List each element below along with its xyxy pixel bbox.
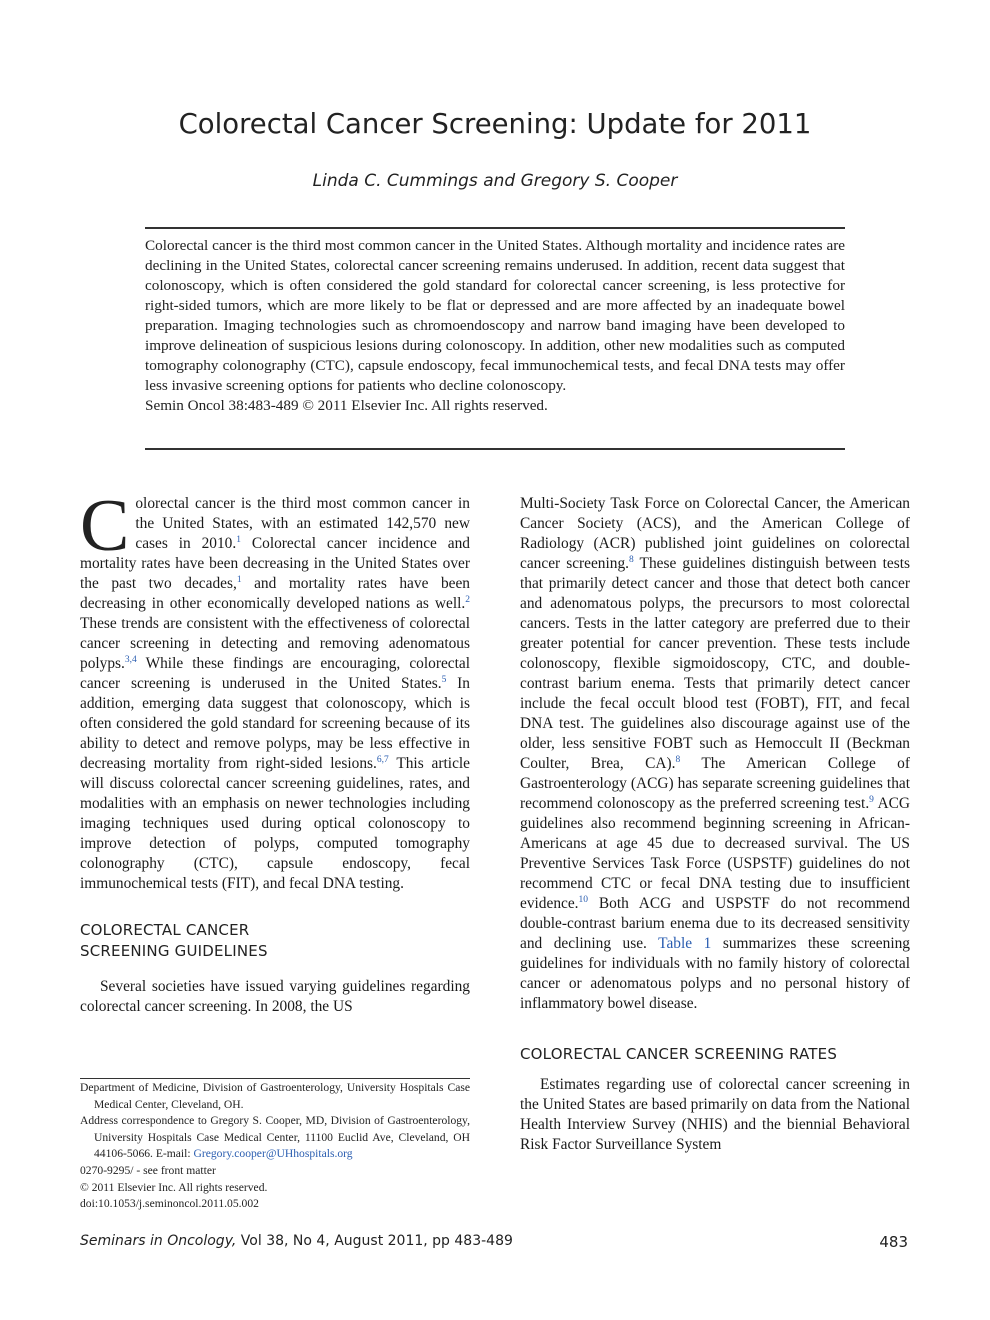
- article-title: Colorectal Cancer Screening: Update for 2011: [178, 108, 812, 140]
- footnotes: [80, 1080, 470, 1213]
- abstract-text: Colorectal cancer is the third most common cancer in the United States. Although mortality and incidence rates are declining in the United States, colorectal cancer screening remains underused. In addition, recent data suggest that colonoscopy, which is often considered the gold standard for colorectal cancer screening, is less protective for right-sided tumors, which are more likely to be flat or depressed and are more affected by an inadequate bowel preparation. Imaging technologies such as chromoendoscopy and narrow band imaging have been developed to improve delineation of suspicious lesions during colonoscopy. In addition, other new modalities such as computed tomography colonography (CTC), capsule endoscopy, fecal immunochemical tests, and fecal DNA tests may offer less invasive screening options for patients who decline colonoscopy.: [145, 237, 845, 394]
- left-column: [80, 485, 471, 1017]
- correspondence-note: Address correspondence to Gregory S. Cooper, MD, Division of Gastroenterology, University Hospitals Case Medical Center, 11100 Euclid Ave, Cleveland, OH 44106-5066. E-mail: Gregory.cooper@UHhospitals.org: [80, 1114, 470, 1161]
- drop-cap: C: [80, 485, 130, 567]
- citation-ref[interactable]: 2: [465, 595, 470, 605]
- doi-note: doi:10.1053/j.seminoncol.2011.05.002: [80, 1197, 259, 1211]
- citation-ref[interactable]: 8: [675, 755, 681, 765]
- guidelines-paragraph: Several societies have issued varying guidelines regarding colorectal cancer screening. In 2008, the US: [80, 978, 470, 1015]
- issn-note: 0270-9295/ - see front matter: [80, 1163, 216, 1177]
- guidelines-continued-paragraph: Multi-Society Task Force on Colorectal Cancer, the American Cancer Society (ACS), and the American College of Radiology (ACR) published joint guidelines on colorectal cancer screening.$^8$ These guidelines distinguish between tests that primarily detect cancer and those that detect both cancer and adenomatous polyps, the precursors to most colorectal cancers. Tests in the latter category are preferred due to their greater potential for cancer prevention. These tests include colonoscopy, flexible sigmoidoscopy, CTC, and double-contrast barium enema. Tests that primarily detect cancer include the fecal occult blood test (FOBT), FIT, and fecal DNA test. The guidelines also discourage against use of the older, less sensitive FOBT such as Hemoccult II (Beckman Coulter, Brea, CA).$^8$ The American College of Gastroenterology (ACG) has separate screening guidelines that recommend colonoscopy as the preferred screening test.$^9$ ACG guidelines also recommend beginning screening in African-Americans at age 45 due to decreased survival. The US Preventive Services Task Force (USPSTF) guidelines do not recommend CTC or fecal DNA testing due to insufficient evidence.$^{10}$ Both ACG and USPSTF do not recommend double-contrast barium enema due to its decreased sensitivity and declining use. Table 1 summarizes these screening guidelines for individuals with no family history of colorectal cancer or adenomatous polyps and no personal history of inflammatory bowel disease.: [520, 495, 911, 1012]
- affiliation-note: Department of Medicine, Division of Gastroenterology, University Hospitals Case Medical Center, Cleveland, OH.: [80, 1081, 470, 1111]
- intro-paragraph: Colorectal cancer is the third most common cancer in the United States, with an estimated 142,570 new cases in 2010.$^1$ Colorectal cancer incidence and mortality rates have been decreasing in the United States over the past two decades,$^1$ and mortality rates have been decreasing in other economically developed nations as well.$^2$ These trends are consistent with the effectiveness of colorectal cancer screening in detecting and removing adenomatous polyps.$^{3,4}$ While these findings are encouraging, colorectal cancer screening is underused in the United States.$^5$ In addition, emerging data suggest that colonoscopy, which is often considered the gold standard for screening because of its ability to detect and remove polyps, may be less effective in decreasing mortality from right-sided lesions.$^{6,7}$ This article will discuss colorectal cancer screening guidelines, rates, and modalities with an emphasis on newer technologies including imaging techniques used during optical colonoscopy to improve detection of polyps, computed tomography colonography (CTC), capsule endoscopy, fecal immunochemical tests (FIT), and fecal DNA testing.: [80, 485, 471, 892]
- page-number: 483: [879, 1233, 908, 1251]
- rates-paragraph: Estimates regarding use of colorectal cancer screening in the United States are based primarily on data from the National Health Interview Survey (NHIS) and the biennial Behavioral Risk Factor Surveillance System: [520, 1076, 910, 1153]
- abstract-citation: Semin Oncol 38:483-489 © 2011 Elsevier Inc. All rights reserved.: [145, 397, 548, 414]
- abstract: [145, 236, 845, 416]
- footnote-rule: [80, 1078, 470, 1079]
- email-link[interactable]: Gregory.cooper@UHhospitals.org: [193, 1147, 353, 1161]
- journal-issue: Vol 38, No 4, August 2011, pp 483-489: [236, 1233, 513, 1249]
- citation-ref[interactable]: 9: [869, 795, 874, 805]
- citation-ref[interactable]: 5: [441, 675, 447, 685]
- citation-ref[interactable]: 8: [629, 555, 634, 565]
- table-1-link[interactable]: Table 1: [658, 935, 712, 952]
- journal-footer: [80, 1233, 513, 1249]
- citation-ref[interactable]: 1: [236, 575, 242, 585]
- citation-ref[interactable]: 6,7: [376, 755, 389, 765]
- abstract-bottom-rule: [145, 448, 845, 450]
- citation-ref[interactable]: 3,4: [124, 655, 137, 665]
- citation-ref[interactable]: 10: [578, 895, 589, 905]
- article-authors: Linda C. Cummings and Gregory S. Cooper: [312, 171, 678, 191]
- citation-ref[interactable]: 1: [236, 535, 241, 545]
- abstract-top-rule: [145, 227, 845, 229]
- right-column: [520, 494, 910, 1155]
- journal-name: Seminars in Oncology,: [80, 1233, 237, 1249]
- section-heading-rates: COLORECTAL CANCER SCREENING RATES: [520, 1045, 838, 1063]
- copyright-note: © 2011 Elsevier Inc. All rights reserved.: [80, 1180, 268, 1194]
- section-heading-guidelines: COLORECTAL CANCER SCREENING GUIDELINES: [80, 921, 268, 960]
